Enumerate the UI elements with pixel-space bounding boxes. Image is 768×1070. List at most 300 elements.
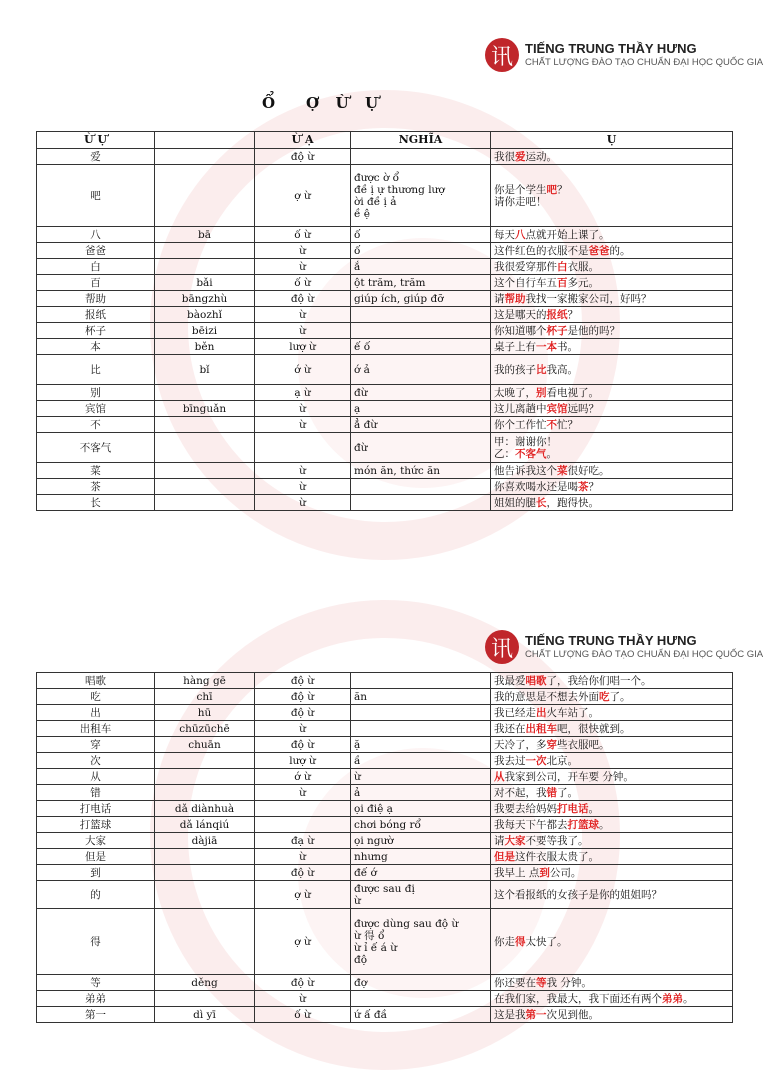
meaning-cell bbox=[351, 323, 491, 339]
meaning-cell: đế ớ bbox=[351, 865, 491, 881]
example-text: 这件衣服太贵了。 bbox=[515, 850, 599, 863]
example-cell bbox=[491, 495, 733, 511]
highlight-word: 弟弟 bbox=[662, 992, 683, 1005]
type-cell: ạ ừ bbox=[255, 385, 351, 401]
example-text: ？ 请你走吧！ bbox=[494, 183, 568, 208]
word-cell: 弟弟 bbox=[37, 991, 155, 1007]
example-text: 忙？ bbox=[557, 418, 578, 431]
example-cell bbox=[491, 401, 733, 417]
table-row bbox=[37, 165, 733, 227]
table-header-row bbox=[37, 132, 733, 149]
type-cell: ợ ừ bbox=[255, 881, 351, 909]
example-text: 这儿离趟中 bbox=[494, 402, 547, 415]
table-row bbox=[37, 801, 733, 817]
meaning-cell: ặ bbox=[351, 737, 491, 753]
word-cell: 打篮球 bbox=[37, 817, 155, 833]
meaning-cell: ố bbox=[351, 243, 491, 259]
highlight-word: 出 bbox=[536, 706, 547, 719]
table-row bbox=[37, 479, 733, 495]
highlight-word: 吃 bbox=[599, 690, 610, 703]
table-row bbox=[37, 753, 733, 769]
brand-title: TIẾNG TRUNG THẦY HƯNG bbox=[525, 41, 697, 56]
example-cell bbox=[491, 817, 733, 833]
meaning-cell: ố bbox=[351, 227, 491, 243]
example-text: 太快了。 bbox=[525, 935, 568, 948]
example-cell bbox=[491, 417, 733, 433]
meaning-cell: được ờ ổ đề ị ự thương lượ ời đề ị ả ề ệ bbox=[351, 165, 491, 227]
example-text: 我 分钟。 bbox=[546, 976, 592, 989]
example-text: 我要去给妈妈 bbox=[494, 802, 557, 815]
example-cell bbox=[491, 339, 733, 355]
type-cell: đạ ừ bbox=[255, 833, 351, 849]
highlight-word: 爸爸 bbox=[588, 244, 610, 257]
meaning-cell bbox=[351, 479, 491, 495]
brand-subtitle: CHẤT LƯỢNG ĐÀO TẠO CHUẨN ĐẠI HỌC QUỐC GIA bbox=[525, 649, 764, 660]
pinyin-cell bbox=[155, 881, 255, 909]
pinyin-cell bbox=[155, 753, 255, 769]
pinyin-cell: bàozhǐ bbox=[155, 307, 255, 323]
word-cell: 菜 bbox=[37, 463, 155, 479]
example-text: 你知道哪个 bbox=[494, 324, 547, 337]
example-cell bbox=[491, 801, 733, 817]
brand-logo bbox=[485, 630, 763, 664]
type-cell: ừ bbox=[255, 243, 351, 259]
meaning-cell: ọi ngườ bbox=[351, 833, 491, 849]
example-cell bbox=[491, 433, 733, 463]
table-row bbox=[37, 833, 733, 849]
highlight-word: 白 bbox=[557, 260, 568, 273]
vocab-table-1 bbox=[36, 131, 733, 511]
table-row bbox=[37, 307, 733, 323]
example-text: 很好吃。 bbox=[567, 464, 610, 477]
meaning-cell: ẳ đừ bbox=[351, 417, 491, 433]
type-cell: độ ừ bbox=[255, 705, 351, 721]
word-cell: 宾馆 bbox=[37, 401, 155, 417]
highlight-word: 帮助 bbox=[504, 292, 526, 305]
type-cell: độ ừ bbox=[255, 737, 351, 753]
example-text: 。 bbox=[599, 818, 610, 831]
highlight-word: 第一 bbox=[525, 1008, 547, 1021]
type-cell: ừ bbox=[255, 495, 351, 511]
word-cell: 到 bbox=[37, 865, 155, 881]
example-cell bbox=[491, 991, 733, 1007]
highlight-word: 杯子 bbox=[546, 324, 568, 337]
example-text: 我去过 bbox=[494, 754, 526, 767]
meaning-cell: giúp ích, giúp đỡ bbox=[351, 291, 491, 307]
pinyin-cell: dì yī bbox=[155, 1007, 255, 1023]
pinyin-cell bbox=[155, 417, 255, 433]
table-row bbox=[37, 401, 733, 417]
table-row bbox=[37, 817, 733, 833]
example-cell bbox=[491, 881, 733, 909]
meaning-cell: chơi bóng rổ bbox=[351, 817, 491, 833]
example-cell bbox=[491, 705, 733, 721]
pinyin-cell bbox=[155, 909, 255, 975]
pinyin-cell bbox=[155, 463, 255, 479]
highlight-word: 到 bbox=[539, 866, 550, 879]
type-cell bbox=[255, 817, 351, 833]
pinyin-cell: dàjiā bbox=[155, 833, 255, 849]
highlight-word: 大家 bbox=[504, 834, 526, 847]
example-cell bbox=[491, 909, 733, 975]
type-cell: ố ừ bbox=[255, 1007, 351, 1023]
pinyin-cell: bǐ bbox=[155, 355, 255, 385]
pinyin-cell: dǎ diànhuà bbox=[155, 801, 255, 817]
table-row bbox=[37, 785, 733, 801]
example-cell bbox=[491, 769, 733, 785]
example-cell bbox=[491, 385, 733, 401]
meaning-cell: ả bbox=[351, 785, 491, 801]
highlight-word: 但是 bbox=[494, 850, 515, 863]
highlight-word: 菜 bbox=[557, 464, 568, 477]
pinyin-cell bbox=[155, 865, 255, 881]
table-row bbox=[37, 975, 733, 991]
word-cell: 唱歌 bbox=[37, 673, 155, 689]
pinyin-cell bbox=[155, 385, 255, 401]
meaning-cell: ớ ả bbox=[351, 355, 491, 385]
pinyin-cell: chuān bbox=[155, 737, 255, 753]
word-cell: 次 bbox=[37, 753, 155, 769]
highlight-word: 长 bbox=[536, 496, 547, 509]
example-text: 多元。 bbox=[567, 276, 599, 289]
example-text: 我很爱穿那件 bbox=[494, 260, 557, 273]
vocab-table-2 bbox=[36, 672, 733, 1023]
example-text: 我高。 bbox=[546, 363, 578, 376]
highlight-word: 宾馆 bbox=[546, 402, 568, 415]
table-row bbox=[37, 417, 733, 433]
table-row bbox=[37, 991, 733, 1007]
example-cell bbox=[491, 785, 733, 801]
meaning-cell: được dùng sau độ ừ ừ 得 ổ ừ ỉ ế á ừ độ bbox=[351, 909, 491, 975]
word-cell: 大家 bbox=[37, 833, 155, 849]
example-text: 这个看报纸的女孩子是你的姐姐吗？ bbox=[494, 888, 662, 901]
logo-icon: 讯 bbox=[485, 38, 519, 72]
meaning-cell bbox=[351, 705, 491, 721]
table-row bbox=[37, 705, 733, 721]
example-text: 运动。 bbox=[525, 150, 557, 163]
meaning-cell: ứ ấ đầ bbox=[351, 1007, 491, 1023]
example-cell bbox=[491, 259, 733, 275]
example-text: 。 bbox=[683, 992, 694, 1005]
example-text: ？ bbox=[588, 480, 599, 493]
highlight-word: 等 bbox=[536, 976, 547, 989]
example-text: 我还在 bbox=[494, 722, 526, 735]
type-cell: ừ bbox=[255, 849, 351, 865]
type-cell: ớ ừ bbox=[255, 769, 351, 785]
example-cell bbox=[491, 149, 733, 165]
example-text: 我最爱 bbox=[494, 674, 526, 687]
pinyin-cell: bā bbox=[155, 227, 255, 243]
example-cell bbox=[491, 355, 733, 385]
example-text: 了，我给你们唱一个。 bbox=[546, 674, 652, 687]
example-text: 公司。 bbox=[549, 866, 582, 879]
meaning-cell: ăn bbox=[351, 689, 491, 705]
pinyin-cell: hàng gē bbox=[155, 673, 255, 689]
table-row bbox=[37, 323, 733, 339]
example-cell bbox=[491, 975, 733, 991]
pinyin-cell bbox=[155, 769, 255, 785]
table-row bbox=[37, 243, 733, 259]
word-cell: 不客气 bbox=[37, 433, 155, 463]
example-text: 你走 bbox=[494, 935, 515, 948]
example-text: 不要等我了。 bbox=[525, 834, 589, 847]
table-row bbox=[37, 737, 733, 753]
word-cell: 杯子 bbox=[37, 323, 155, 339]
pinyin-cell bbox=[155, 149, 255, 165]
example-cell bbox=[491, 673, 733, 689]
example-text: 每天 bbox=[494, 228, 515, 241]
highlight-word: 打电话 bbox=[557, 802, 589, 815]
type-cell: ừ bbox=[255, 721, 351, 737]
word-cell: 长 bbox=[37, 495, 155, 511]
example-text: 我的意思是不想去外面 bbox=[494, 690, 599, 703]
example-text: 这件红色的衣服不是 bbox=[494, 244, 589, 257]
example-text: 吧，很快就到。 bbox=[557, 722, 631, 735]
highlight-word: 打篮球 bbox=[567, 818, 599, 831]
example-text: 桌子上有 bbox=[494, 340, 536, 353]
example-text: 你个工作忙 bbox=[494, 418, 547, 431]
type-cell: lượ ừ bbox=[255, 339, 351, 355]
word-cell: 爱 bbox=[37, 149, 155, 165]
highlight-word: 错 bbox=[546, 786, 557, 799]
example-text: 我家到公司，开车要 分钟。 bbox=[504, 770, 634, 783]
type-cell bbox=[255, 801, 351, 817]
meaning-cell: ột trăm, trăm bbox=[351, 275, 491, 291]
meaning-cell: được sau đị ừ bbox=[351, 881, 491, 909]
pinyin-cell: bēizi bbox=[155, 323, 255, 339]
word-cell: 穿 bbox=[37, 737, 155, 753]
table-row bbox=[37, 769, 733, 785]
word-cell: 但是 bbox=[37, 849, 155, 865]
type-cell: độ ừ bbox=[255, 689, 351, 705]
meaning-cell: ừ bbox=[351, 769, 491, 785]
example-text: 衣服。 bbox=[567, 260, 599, 273]
type-cell: ớ ừ bbox=[255, 355, 351, 385]
table-row bbox=[37, 865, 733, 881]
type-cell: độ ừ bbox=[255, 149, 351, 165]
meaning-cell: nhưng bbox=[351, 849, 491, 865]
example-cell bbox=[491, 849, 733, 865]
type-cell: ừ bbox=[255, 417, 351, 433]
meaning-cell: ế ố bbox=[351, 339, 491, 355]
pinyin-cell: bǎi bbox=[155, 275, 255, 291]
header-type: Ừ Ạ bbox=[255, 132, 351, 149]
type-cell: ừ bbox=[255, 991, 351, 1007]
word-cell: 出 bbox=[37, 705, 155, 721]
example-text: 在我们家，我最大，我下面还有两个 bbox=[494, 992, 662, 1005]
meaning-cell bbox=[351, 721, 491, 737]
meaning-cell bbox=[351, 673, 491, 689]
meaning-cell: đợ bbox=[351, 975, 491, 991]
meaning-cell bbox=[351, 495, 491, 511]
meaning-cell: ầ bbox=[351, 753, 491, 769]
example-text: 天冷了，多 bbox=[494, 738, 547, 751]
highlight-word: 从 bbox=[494, 770, 505, 783]
word-cell: 吃 bbox=[37, 689, 155, 705]
example-cell bbox=[491, 479, 733, 495]
table-row bbox=[37, 721, 733, 737]
example-text: 了。 bbox=[557, 786, 578, 799]
example-cell bbox=[491, 323, 733, 339]
word-cell: 得 bbox=[37, 909, 155, 975]
example-cell bbox=[491, 165, 733, 227]
type-cell: ừ bbox=[255, 479, 351, 495]
example-text: 我已经走 bbox=[494, 706, 536, 719]
highlight-word: 不客气 bbox=[515, 447, 547, 460]
highlight-word: 爱 bbox=[515, 150, 526, 163]
example-text: 次见到他。 bbox=[546, 1008, 599, 1021]
pinyin-cell bbox=[155, 165, 255, 227]
example-text: 我每天下午都去 bbox=[494, 818, 568, 831]
word-cell: 帮助 bbox=[37, 291, 155, 307]
example-text: 是他的吗？ bbox=[567, 324, 620, 337]
example-text: 请 bbox=[494, 292, 505, 305]
logo-icon: 讯 bbox=[485, 630, 519, 664]
example-text: 这个自行车五 bbox=[494, 276, 557, 289]
type-cell: ừ bbox=[255, 463, 351, 479]
header-pinyin bbox=[155, 132, 255, 149]
meaning-cell bbox=[351, 307, 491, 323]
type-cell: độ ừ bbox=[255, 865, 351, 881]
example-cell bbox=[491, 689, 733, 705]
highlight-word: 不 bbox=[546, 418, 557, 431]
example-text: 他告诉我这个 bbox=[494, 464, 557, 477]
example-cell bbox=[491, 291, 733, 307]
pinyin-cell bbox=[155, 785, 255, 801]
meaning-cell: ắ bbox=[351, 259, 491, 275]
table-row bbox=[37, 849, 733, 865]
pinyin-cell: hū bbox=[155, 705, 255, 721]
example-cell bbox=[491, 227, 733, 243]
example-cell bbox=[491, 243, 733, 259]
pinyin-cell: bīnguǎn bbox=[155, 401, 255, 417]
highlight-word: 一本 bbox=[536, 340, 557, 353]
header-word: Ừ Ự bbox=[37, 132, 155, 149]
example-cell bbox=[491, 1007, 733, 1023]
example-text: 你是个学生 bbox=[494, 183, 547, 196]
pinyin-cell bbox=[155, 495, 255, 511]
word-cell: 出租车 bbox=[37, 721, 155, 737]
example-text: 你喜欢喝水还是喝 bbox=[494, 480, 578, 493]
highlight-word: 比 bbox=[536, 363, 547, 376]
highlight-word: 吧 bbox=[546, 183, 557, 196]
pinyin-cell bbox=[155, 259, 255, 275]
meaning-cell bbox=[351, 149, 491, 165]
meaning-cell: món ăn, thức ăn bbox=[351, 463, 491, 479]
highlight-word: 百 bbox=[557, 276, 568, 289]
table-row bbox=[37, 689, 733, 705]
pinyin-cell: chūzūchē bbox=[155, 721, 255, 737]
table-row bbox=[37, 909, 733, 975]
example-text: 我早上 点 bbox=[494, 866, 540, 879]
table-row bbox=[37, 495, 733, 511]
type-cell: ợ ừ bbox=[255, 909, 351, 975]
meaning-cell: ọi điệ ạ bbox=[351, 801, 491, 817]
highlight-word: 穿 bbox=[546, 738, 557, 751]
brand-title: TIẾNG TRUNG THẦY HƯNG bbox=[525, 633, 697, 648]
table-row bbox=[37, 385, 733, 401]
highlight-word: 一次 bbox=[525, 754, 547, 767]
example-cell bbox=[491, 721, 733, 737]
type-cell: ừ bbox=[255, 401, 351, 417]
type-cell: độ ừ bbox=[255, 673, 351, 689]
pinyin-cell: děng bbox=[155, 975, 255, 991]
pinyin-cell: chī bbox=[155, 689, 255, 705]
type-cell bbox=[255, 433, 351, 463]
example-text: 我很 bbox=[494, 150, 515, 163]
pinyin-cell bbox=[155, 991, 255, 1007]
brand-logo bbox=[485, 38, 763, 72]
header-example: Ụ bbox=[491, 132, 733, 149]
word-cell: 吧 bbox=[37, 165, 155, 227]
type-cell: ợ ừ bbox=[255, 165, 351, 227]
highlight-word: 唱歌 bbox=[525, 674, 547, 687]
example-text: ，跑得快。 bbox=[546, 496, 599, 509]
example-cell bbox=[491, 737, 733, 753]
example-cell bbox=[491, 865, 733, 881]
example-text: 些衣服吧。 bbox=[557, 738, 610, 751]
word-cell: 的 bbox=[37, 881, 155, 909]
table-row bbox=[37, 227, 733, 243]
word-cell: 茶 bbox=[37, 479, 155, 495]
type-cell: độ ừ bbox=[255, 975, 351, 991]
header-meaning: NGHĨA bbox=[351, 132, 491, 149]
example-text: 。 bbox=[546, 447, 557, 460]
type-cell: độ ừ bbox=[255, 291, 351, 307]
table-row bbox=[37, 673, 733, 689]
highlight-word: 报纸 bbox=[546, 308, 568, 321]
word-cell: 报纸 bbox=[37, 307, 155, 323]
type-cell: ố ừ bbox=[255, 275, 351, 291]
example-text: 这是哪天的 bbox=[494, 308, 547, 321]
pinyin-cell: bāngzhù bbox=[155, 291, 255, 307]
table-row bbox=[37, 149, 733, 165]
example-cell bbox=[491, 307, 733, 323]
table-row bbox=[37, 463, 733, 479]
word-cell: 打电话 bbox=[37, 801, 155, 817]
table-row bbox=[37, 339, 733, 355]
table-row bbox=[37, 291, 733, 307]
example-text: 对不起，我 bbox=[494, 786, 547, 799]
example-text: 火车站了。 bbox=[546, 706, 599, 719]
example-text: 远吗？ bbox=[567, 402, 599, 415]
word-cell: 本 bbox=[37, 339, 155, 355]
example-text: 北京。 bbox=[546, 754, 578, 767]
pinyin-cell bbox=[155, 849, 255, 865]
example-text: 我找一家搬家公司，好吗？ bbox=[525, 292, 652, 305]
example-text: 。 bbox=[588, 802, 599, 815]
word-cell: 别 bbox=[37, 385, 155, 401]
word-cell: 八 bbox=[37, 227, 155, 243]
example-text: ？ bbox=[567, 308, 578, 321]
example-text: 看电视了。 bbox=[546, 386, 599, 399]
meaning-cell bbox=[351, 991, 491, 1007]
meaning-cell: đừ bbox=[351, 433, 491, 463]
type-cell: ừ bbox=[255, 307, 351, 323]
highlight-word: 出租车 bbox=[525, 722, 557, 735]
highlight-word: 八 bbox=[515, 228, 526, 241]
table-row bbox=[37, 259, 733, 275]
example-text: 书。 bbox=[557, 340, 578, 353]
example-cell bbox=[491, 753, 733, 769]
pinyin-cell: běn bbox=[155, 339, 255, 355]
type-cell: ừ bbox=[255, 785, 351, 801]
example-text: 这是我 bbox=[494, 1008, 526, 1021]
meaning-cell: đừ bbox=[351, 385, 491, 401]
highlight-word: 别 bbox=[536, 386, 547, 399]
example-text: 甲：谢谢你！ 乙： bbox=[494, 435, 557, 460]
page-title: Ổ Ợ Ừ Ự bbox=[262, 94, 381, 112]
